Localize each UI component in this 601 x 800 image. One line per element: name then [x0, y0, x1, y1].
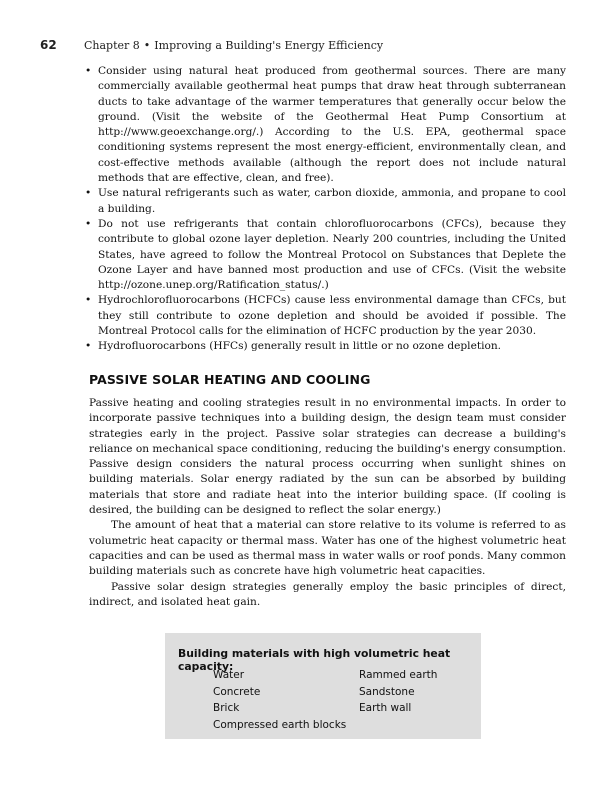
sidebar-title: Building materials with high volumetric heat capacity:	[178, 647, 451, 673]
material-item: Concrete	[213, 685, 261, 698]
header-separator: •	[143, 39, 151, 52]
page-number: 62	[40, 38, 57, 52]
material-item: Earth wall	[359, 702, 412, 714]
bullet-item: • Do not use refrigerants that contain chlorofluorocarbons (CFCs), because they contribute to global ozone layer depletion. Nearly 200 countries, including the United States, have agreed to follow the Montreal Protocol on Substances that Deplete the Ozone Layer and have banned most production and use of CFCs. (Visit the website http://ozone.unep.org/Ratification_status/.)	[98, 217, 566, 293]
sidebar-right-column	[359, 667, 437, 717]
paragraph: Passive heating and cooling strategies result in no environmental impacts. In order to incorporate passive techniques into a building design, the design team must consider strategies early in the project. Passive solar strategies can decrease a building's reliance on mechanical space conditioning, reducing the building's energy consumption. Passive design considers the natural process occurring when sunlight shines on building materials. Solar energy radiated by the sun can be absorbed by building materials that store and radiate heat into the interior building space. (If cooling is desired, the building can be designed to reflect the solar energy.)	[89, 397, 566, 517]
running-header	[40, 38, 580, 52]
bullet-item: • Consider using natural heat produced from geothermal sources. There are many commercially available geothermal heat pumps that draw heat through subterranean ducts to take advantage of the warmer temperatures that generally occur below the ground. (Visit the website of the Geothermal Heat Pump Consortium at http://www.geoexchange.org/.) According to the U.S. EPA, geothermal space conditioning systems represent the most energy-efficient, environmentally clean, and cost-effective methods available (although the report does not include natural methods that are effective, clean, and free).	[98, 64, 566, 186]
material-item: Water	[213, 669, 245, 681]
section-heading: PASSIVE SOLAR HEATING AND COOLING	[89, 372, 371, 387]
paragraph: The amount of heat that a material can store relative to its volume is referred to as volumetric heat capacity or thermal mass. Water has one of the highest volumetric heat capacities and can be used as thermal mass in water walls or roof ponds. Many common building materials such as concrete have high volumetric heat capacities.	[89, 519, 566, 578]
chapter-title: Improving a Building's Energy Efficiency	[154, 39, 384, 52]
material-item: Compressed earth blocks	[213, 718, 347, 731]
material-item: Rammed earth	[359, 669, 438, 681]
chapter-label: Chapter 8	[84, 39, 140, 52]
material-item: Sandstone	[359, 685, 415, 698]
bullet-list	[98, 64, 566, 355]
section-body	[89, 396, 566, 610]
paragraph: Passive solar design strategies generally employ the basic principles of direct, indirect, and isolated heat gain.	[89, 580, 566, 608]
sidebar-left-column	[213, 667, 346, 733]
material-item: Brick	[213, 702, 240, 714]
bullet-item: • Use natural refrigerants such as water, carbon dioxide, ammonia, and propane to cool a building.	[98, 186, 566, 217]
bullet-item: • Hydrofluorocarbons (HFCs) generally result in little or no ozone depletion.	[98, 339, 566, 354]
bullet-item: • Hydrochlorofluorocarbons (HCFCs) cause less environmental damage than CFCs, but they still contribute to ozone depletion and should be avoided if possible. The Montreal Protocol calls for the elimination of HCFC production by the year 2030.	[98, 293, 566, 339]
materials-sidebar	[165, 633, 481, 739]
